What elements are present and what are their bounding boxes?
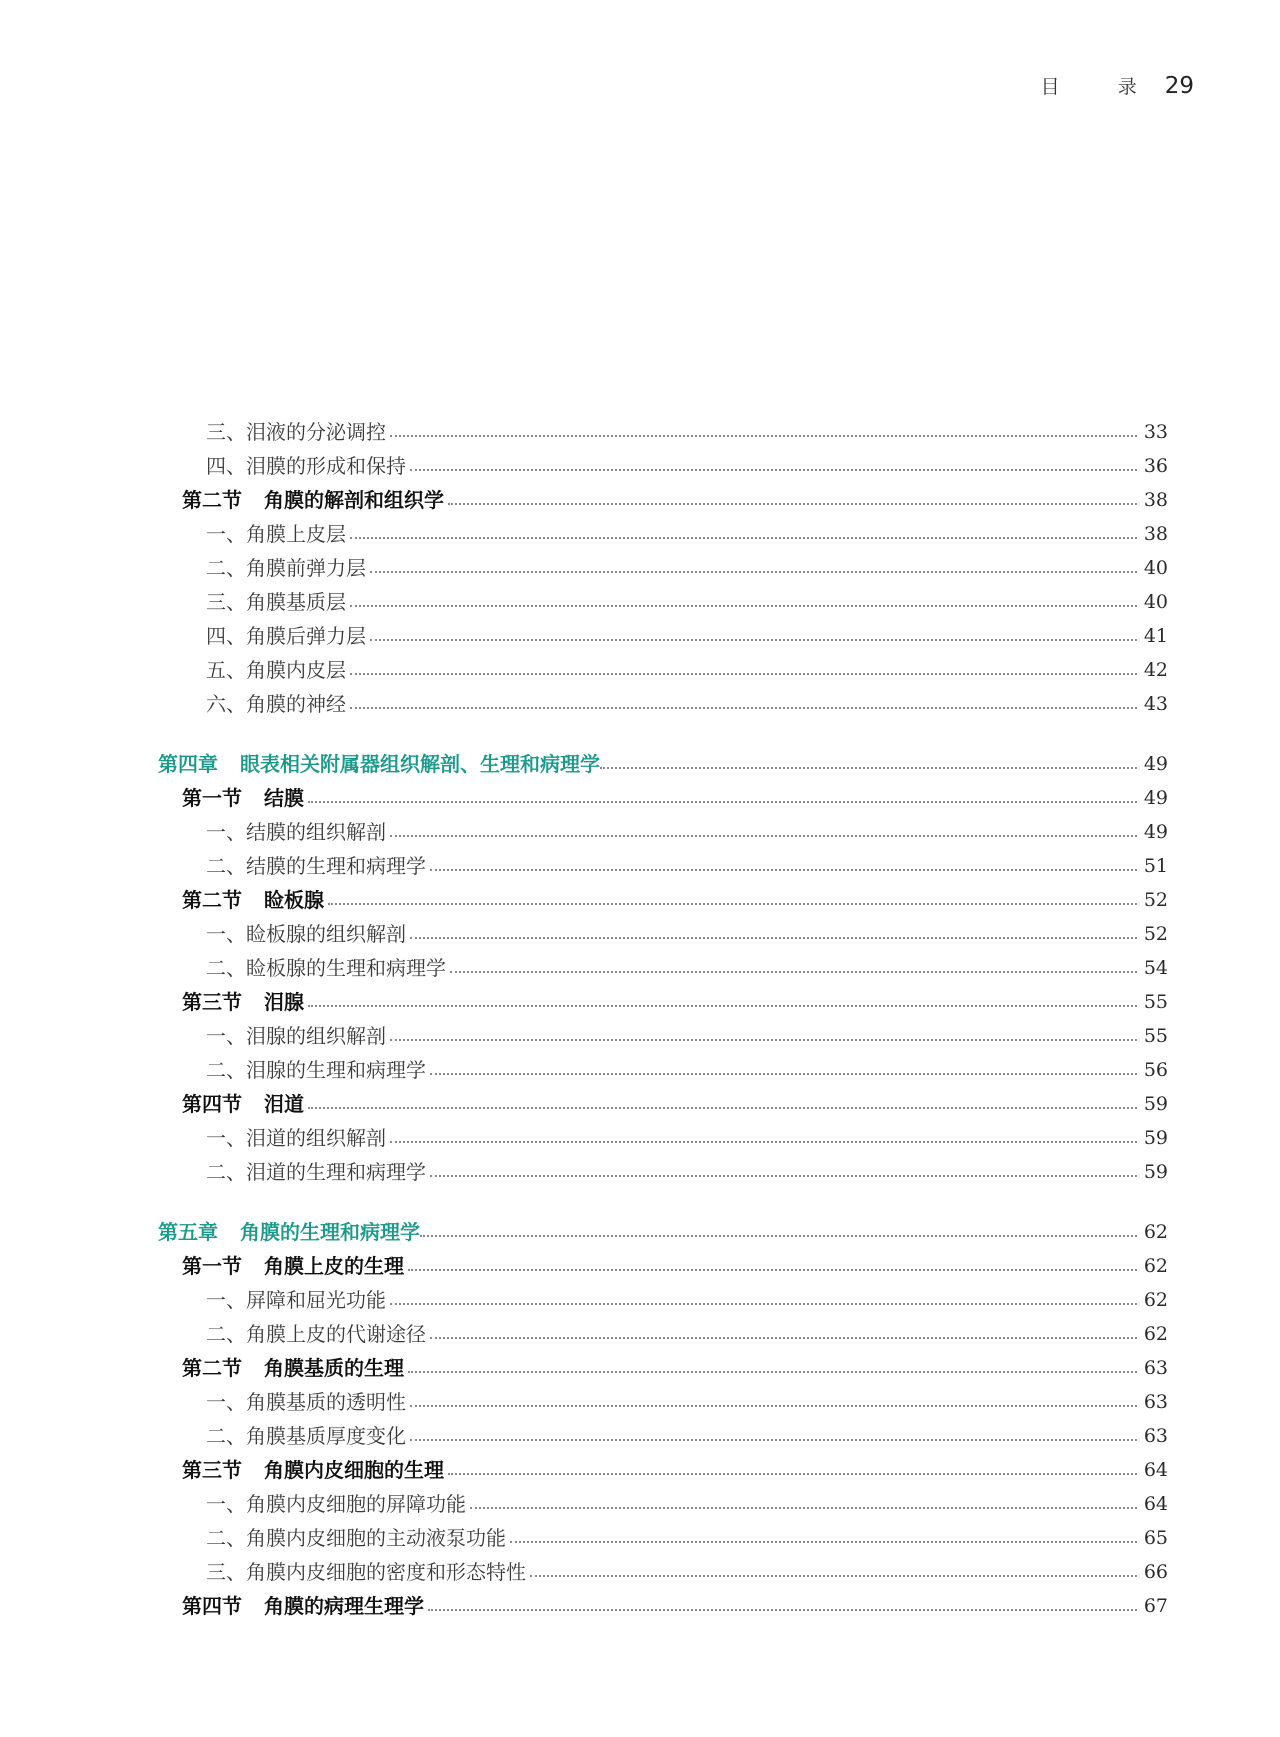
toc-page-number: 36: [1143, 455, 1168, 477]
toc-entry-text: 二、泪道的生理和病理学: [206, 1160, 426, 1184]
toc-entry-text: 结膜: [264, 786, 304, 810]
toc-entry-prefix: 第二节: [182, 888, 242, 912]
toc-section-row: [0, 1589, 1280, 1623]
toc-item-row: [0, 815, 1280, 849]
toc-item-row: [0, 619, 1280, 653]
toc-entry-title: [206, 1317, 426, 1351]
toc-item-row: [0, 1019, 1280, 1053]
toc-item-row: [0, 1419, 1280, 1453]
toc-entry-title: [206, 585, 346, 619]
toc-entry-title: [206, 917, 406, 951]
dot-leader: [530, 1575, 1137, 1577]
toc-entry-title: [206, 1155, 426, 1189]
toc-entry-prefix: 第一节: [182, 786, 242, 810]
toc-chapter-row: [0, 747, 1280, 781]
toc-page-number: 41: [1143, 625, 1168, 647]
toc-entry-text: 一、睑板腺的组织解剖: [206, 922, 406, 946]
toc-entry-text: 三、泪液的分泌调控: [206, 420, 386, 444]
toc-entry-text: 二、泪腺的生理和病理学: [206, 1058, 426, 1082]
toc-item-row: [0, 1487, 1280, 1521]
toc-page-number: 67: [1143, 1595, 1168, 1617]
toc-entry-title: [206, 1053, 426, 1087]
toc-entry-text: 二、结膜的生理和病理学: [206, 854, 426, 878]
header-page-number: 29: [1164, 73, 1194, 99]
toc-entry-text: 三、角膜基质层: [206, 590, 346, 614]
toc-entry-text: 睑板腺: [264, 888, 324, 912]
toc-entry-title: [182, 1249, 404, 1283]
toc-entry-text: 角膜基质的生理: [264, 1356, 404, 1380]
toc-section-row: [0, 985, 1280, 1019]
toc-page-number: 59: [1143, 1161, 1168, 1183]
toc-page-number: 43: [1143, 693, 1168, 715]
toc-page-number: 66: [1143, 1561, 1168, 1583]
toc-page-number: 55: [1143, 991, 1168, 1013]
toc-entry-text: 五、角膜内皮层: [206, 658, 346, 682]
toc-page-number: 62: [1143, 1323, 1168, 1345]
toc-item-row: [0, 849, 1280, 883]
toc-entry-text: 二、角膜基质厚度变化: [206, 1424, 406, 1448]
dot-leader: [430, 1337, 1137, 1339]
toc-entry-title: [206, 1385, 406, 1419]
toc-entry-title: [206, 1283, 386, 1317]
toc-page-number: 64: [1143, 1459, 1168, 1481]
dot-leader: [430, 869, 1137, 871]
toc-entry-title: [206, 1419, 406, 1453]
toc-entry-title: [158, 747, 600, 781]
toc-entry-text: 角膜上皮的生理: [264, 1254, 404, 1278]
toc-page-number: 40: [1143, 557, 1168, 579]
dot-leader: [410, 937, 1137, 939]
dot-leader: [308, 801, 1137, 803]
toc-entry-title: [182, 483, 444, 517]
toc-entry-prefix: 第一节: [182, 1254, 242, 1278]
toc-page-number: 62: [1143, 1221, 1168, 1243]
toc-entry-title: [206, 1121, 386, 1155]
toc-entry-title: [158, 1215, 420, 1249]
toc-entry-text: 四、角膜后弹力层: [206, 624, 366, 648]
dot-leader: [428, 1609, 1137, 1611]
toc-entry-text: 二、角膜内皮细胞的主动液泵功能: [206, 1526, 506, 1550]
toc-entry-prefix: 第三节: [182, 1458, 242, 1482]
dot-leader: [408, 1269, 1137, 1271]
toc-entry-title: [206, 1521, 506, 1555]
toc-page-number: 52: [1143, 923, 1168, 945]
toc-entry-title: [206, 815, 386, 849]
toc-item-row: [0, 1121, 1280, 1155]
toc-page-number: 59: [1143, 1127, 1168, 1149]
toc-item-row: [0, 653, 1280, 687]
toc-entry-title: [206, 551, 366, 585]
dot-leader: [308, 1107, 1137, 1109]
running-header: [1041, 72, 1194, 99]
dot-leader: [448, 503, 1137, 505]
dot-leader: [350, 673, 1137, 675]
toc-page-number: 62: [1143, 1289, 1168, 1311]
toc-item-row: [0, 1521, 1280, 1555]
toc-item-row: [0, 1317, 1280, 1351]
toc-item-row: [0, 1155, 1280, 1189]
toc-item-row: [0, 951, 1280, 985]
toc-section-row: [0, 883, 1280, 917]
dot-leader: [450, 971, 1137, 973]
dot-leader: [410, 1439, 1137, 1441]
dot-leader: [390, 435, 1137, 437]
dot-leader: [410, 469, 1137, 471]
toc-entry-prefix: 第四章: [158, 752, 218, 776]
toc-entry-text: 一、泪道的组织解剖: [206, 1126, 386, 1150]
dot-leader: [390, 835, 1137, 837]
toc-entry-text: 眼表相关附属器组织解剖、生理和病理学: [240, 752, 600, 776]
header-label: 目 录: [1040, 76, 1163, 98]
dot-leader: [350, 537, 1137, 539]
toc-item-row: [0, 1053, 1280, 1087]
dot-leader: [390, 1141, 1137, 1143]
toc-entry-text: 四、泪膜的形成和保持: [206, 454, 406, 478]
dot-leader: [390, 1039, 1137, 1041]
toc-page-number: 51: [1143, 855, 1168, 877]
toc-entry-text: 一、屏障和屈光功能: [206, 1288, 386, 1312]
toc-entry-title: [206, 1019, 386, 1053]
toc-entry-prefix: 第二节: [182, 1356, 242, 1380]
toc-item-row: [0, 1385, 1280, 1419]
toc-entry-prefix: 第五章: [158, 1220, 218, 1244]
dot-leader: [408, 1371, 1137, 1373]
toc-section-row: [0, 781, 1280, 815]
toc-entry-text: 角膜的解剖和组织学: [264, 488, 444, 512]
toc-page-number: 55: [1143, 1025, 1168, 1047]
toc-entry-prefix: 第四节: [182, 1594, 242, 1618]
toc-item-row: [0, 415, 1280, 449]
toc-entry-title: [206, 653, 346, 687]
toc-page-number: 63: [1143, 1391, 1168, 1413]
toc-item-row: [0, 585, 1280, 619]
dot-leader: [350, 707, 1137, 709]
dot-leader: [430, 1073, 1137, 1075]
dot-leader: [510, 1541, 1137, 1543]
dot-leader: [600, 767, 1137, 769]
toc-entry-title: [206, 619, 366, 653]
toc-section-row: [0, 1351, 1280, 1385]
dot-leader: [420, 1235, 1137, 1237]
toc-entry-text: 角膜内皮细胞的生理: [264, 1458, 444, 1482]
dot-leader: [308, 1005, 1137, 1007]
toc-page-number: 65: [1143, 1527, 1168, 1549]
toc-section-row: [0, 1087, 1280, 1121]
toc-section-row: [0, 483, 1280, 517]
toc-entry-title: [206, 415, 386, 449]
toc-entry-prefix: 第二节: [182, 488, 242, 512]
toc-entry-title: [182, 1453, 444, 1487]
dot-leader: [370, 639, 1137, 641]
toc-entry-title: [206, 951, 446, 985]
toc-entry-prefix: 第三节: [182, 990, 242, 1014]
dot-leader: [448, 1473, 1137, 1475]
dot-leader: [390, 1303, 1137, 1305]
toc-page-number: 40: [1143, 591, 1168, 613]
toc-entry-title: [182, 985, 304, 1019]
toc-page-number: 56: [1143, 1059, 1168, 1081]
toc-item-row: [0, 687, 1280, 721]
dot-leader: [328, 903, 1137, 905]
toc-entry-prefix: 第四节: [182, 1092, 242, 1116]
toc-entry-text: 三、角膜内皮细胞的密度和形态特性: [206, 1560, 526, 1584]
toc-page-number: 54: [1143, 957, 1168, 979]
toc-entry-title: [206, 1555, 526, 1589]
toc-entry-title: [206, 517, 346, 551]
toc-entry-title: [206, 1487, 466, 1521]
toc-entry-text: 一、角膜基质的透明性: [206, 1390, 406, 1414]
toc-entry-text: 一、泪腺的组织解剖: [206, 1024, 386, 1048]
dot-leader: [470, 1507, 1137, 1509]
toc-entry-text: 一、角膜上皮层: [206, 522, 346, 546]
toc-page-number: 62: [1143, 1255, 1168, 1277]
toc-entry-text: 二、睑板腺的生理和病理学: [206, 956, 446, 980]
toc-entry-text: 泪腺: [264, 990, 304, 1014]
toc-entry-text: 一、角膜内皮细胞的屏障功能: [206, 1492, 466, 1516]
dot-leader: [350, 605, 1137, 607]
toc-entry-title: [206, 449, 406, 483]
toc-page-number: 38: [1143, 489, 1168, 511]
toc-entry-title: [182, 883, 324, 917]
toc-entry-text: 一、结膜的组织解剖: [206, 820, 386, 844]
toc-entry-title: [206, 687, 346, 721]
toc-entry-text: 六、角膜的神经: [206, 692, 346, 716]
toc-item-row: [0, 449, 1280, 483]
toc-chapter-row: [0, 1215, 1280, 1249]
toc-page-number: 49: [1143, 821, 1168, 843]
dot-leader: [370, 571, 1137, 573]
toc-entry-text: 二、角膜上皮的代谢途径: [206, 1322, 426, 1346]
dot-leader: [410, 1405, 1137, 1407]
toc-page-number: 63: [1143, 1425, 1168, 1447]
toc-section-row: [0, 1453, 1280, 1487]
toc-entry-title: [182, 1087, 304, 1121]
toc-item-row: [0, 1283, 1280, 1317]
toc-page-number: 52: [1143, 889, 1168, 911]
toc-section-row: [0, 1249, 1280, 1283]
toc-item-row: [0, 551, 1280, 585]
toc-page-number: 33: [1143, 421, 1168, 443]
toc-item-row: [0, 517, 1280, 551]
toc-entry-title: [182, 1351, 404, 1385]
toc-entry-title: [182, 781, 304, 815]
toc-page-number: 63: [1143, 1357, 1168, 1379]
toc-page-number: 59: [1143, 1093, 1168, 1115]
toc-page-number: 42: [1143, 659, 1168, 681]
toc-item-row: [0, 1555, 1280, 1589]
toc-entry-text: 角膜的病理生理学: [264, 1594, 424, 1618]
toc-page-number: 64: [1143, 1493, 1168, 1515]
toc-entry-text: 泪道: [264, 1092, 304, 1116]
toc-entry-text: 角膜的生理和病理学: [240, 1220, 420, 1244]
toc-page-number: 38: [1143, 523, 1168, 545]
toc-entry-title: [206, 849, 426, 883]
toc-page-number: 49: [1143, 787, 1168, 809]
dot-leader: [430, 1175, 1137, 1177]
toc-entry-title: [182, 1589, 424, 1623]
toc-item-row: [0, 917, 1280, 951]
toc-entry-text: 二、角膜前弹力层: [206, 556, 366, 580]
toc-page-number: 49: [1143, 753, 1168, 775]
